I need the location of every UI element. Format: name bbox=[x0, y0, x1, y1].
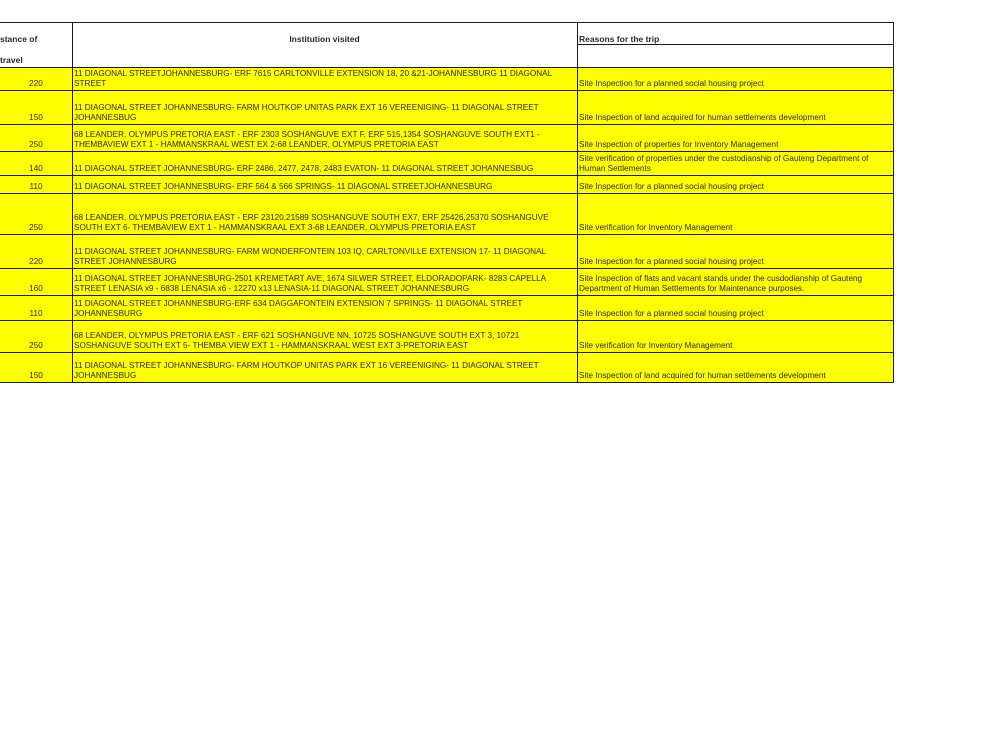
institution-cell-text: 11 DIAGONAL STREET JOHANNESBURG- FARM HOUTKOP UNITAS PARK EXT 16 VEREENIGING- 11 DIAGONAL STREET JOHANNESBUG bbox=[74, 103, 539, 122]
institution-cell-text: 11 DIAGONAL STREET JOHANNESBURG-2501 KREMETART AVE, 1674 SILWER STREET, ELDORADOPARK- 8283 CAPELLA STREET LENASIA x9 - 6838 LENASIA x6 - 12270 x13 LENASIA-11 DIAGONAL STREET JOHANNESBURG bbox=[74, 274, 546, 293]
distance-cell-text: 250 bbox=[29, 223, 43, 232]
reason-cell bbox=[577, 352, 893, 382]
header-institution: Institution visited bbox=[72, 22, 577, 67]
distance-cell bbox=[0, 320, 72, 352]
column-border bbox=[577, 22, 578, 382]
institution-cell-text: 68 LEANDER, OLYMPUS PRETORIA EAST - ERF 23120,21589 SOSHANGUVE SOUTH EX7, ERF 25426,25370 SOSHANGUVE SOUTH EXT 6- THEMBAVIEW EXT 1 - HAMMANSKRAAL EXT 3-68 LEANDER, OLYMPUS PRETORIA EAST bbox=[74, 213, 549, 232]
distance-cell bbox=[0, 193, 72, 234]
header-reasons: Reasons for the trip bbox=[577, 22, 893, 67]
institution-cell bbox=[72, 124, 577, 151]
institution-cell bbox=[72, 295, 577, 320]
distance-cell-text: 110 bbox=[29, 309, 43, 318]
reason-cell bbox=[577, 193, 893, 234]
institution-cell-text: 11 DIAGONAL STREET JOHANNESBURG- FARM HOUTKOP UNITAS PARK EXT 16 VEREENIGING- 11 DIAGONAL STREET JOHANNESBUG bbox=[74, 361, 539, 380]
distance-cell-text: 150 bbox=[29, 371, 43, 380]
row-border bbox=[0, 268, 894, 269]
reason-cell bbox=[577, 90, 893, 124]
institution-cell bbox=[72, 175, 577, 193]
distance-cell bbox=[0, 124, 72, 151]
reason-cell-text: Site Inspection of flats and vacant stands under the cusdodianship of Gauteng Department of Human Settlements for Maintenance purposes. bbox=[579, 274, 863, 293]
reason-cell-text: Site Inspection of land acquired for human settlements development bbox=[579, 113, 826, 122]
institution-cell bbox=[72, 268, 577, 295]
institution-cell-text: 68 LEANDER, OLYMPUS PRETORIA EAST - ERF 2303 SOSHANGUVE EXT F, ERF 515,1354 SOSHANGUVE SOUTH EXT1 -THEMBAVIEW EXT 1 - HAMMANSKRAAL WEST EX 2-68 LEANDER, OLYMPUS PRETORIA EAST bbox=[74, 130, 540, 149]
reason-cell-text: Site Inspection for a planned social housing project bbox=[579, 182, 764, 191]
reason-cell-text: Site verification for Inventory Management bbox=[579, 223, 733, 232]
distance-cell-text: 220 bbox=[29, 79, 43, 88]
reason-cell bbox=[577, 67, 893, 90]
reason-cell-text: Site Inspection for a planned social housing project bbox=[579, 257, 764, 266]
reason-cell bbox=[577, 175, 893, 193]
institution-cell bbox=[72, 193, 577, 234]
reason-cell bbox=[577, 295, 893, 320]
institution-cell-text: 68 LEANDER, OLYMPUS PRETORIA EAST - ERF 621 SOSHANGUVE NN, 10725 SOSHANGUVE SOUTH EXT 3, 10721 SOSHANGUVE SOUTH EXT 5- THEMBA VIEW EXT 1 - HAMMANSKRAAL WEST EXT 3-PRETORIA EAST bbox=[74, 331, 520, 350]
distance-cell bbox=[0, 90, 72, 124]
reason-cell bbox=[577, 268, 893, 295]
institution-cell bbox=[72, 234, 577, 268]
distance-cell bbox=[0, 295, 72, 320]
header-distance bbox=[0, 22, 72, 67]
distance-cell-text: 220 bbox=[29, 257, 43, 266]
distance-cell-text: 160 bbox=[29, 284, 43, 293]
reason-cell-text: Site Inspection for a planned social housing project bbox=[579, 309, 764, 318]
reasons-header-divider bbox=[578, 44, 894, 45]
row-border bbox=[0, 234, 894, 235]
row-border bbox=[0, 151, 894, 152]
distance-cell-text: 110 bbox=[29, 182, 43, 191]
header-distance-line1: stance of bbox=[0, 34, 38, 44]
institution-cell bbox=[72, 320, 577, 352]
header-top-border bbox=[0, 22, 894, 23]
distance-cell bbox=[0, 352, 72, 382]
reason-cell bbox=[577, 234, 893, 268]
institution-cell bbox=[72, 67, 577, 90]
institution-cell bbox=[72, 151, 577, 175]
distance-cell bbox=[0, 175, 72, 193]
reason-cell-text: Site Inspection of properties for Inventory Management bbox=[579, 140, 779, 149]
reason-cell-text: Site Inspection for a planned social housing project bbox=[579, 79, 764, 88]
distance-cell bbox=[0, 234, 72, 268]
reason-cell bbox=[577, 320, 893, 352]
reason-cell bbox=[577, 151, 893, 175]
institution-cell-text: 11 DIAGONAL STREET JOHANNESBURG- FARM WONDERFONTEIN 103 IQ, CARLTONVILLE EXTENSION 17- 11 DIAGONAL STREET JOHANNESBURG bbox=[74, 247, 546, 266]
distance-cell-text: 250 bbox=[29, 140, 43, 149]
header-distance-line2: travel bbox=[0, 55, 23, 65]
row-border bbox=[0, 124, 894, 125]
reason-cell-text: Site Inspection of land acquired for human settlements development bbox=[579, 371, 826, 380]
institution-cell bbox=[72, 352, 577, 382]
reason-cell-text: Site verification of properties under the custodianship of Gauteng Department of Human Settlements bbox=[579, 154, 869, 173]
reason-cell-text: Site verification for Inventory Management bbox=[579, 341, 733, 350]
institution-cell-text: 11 DIAGONAL STREET JOHANNESBURG- ERF 2486, 2477, 2478, 2483 EVATON- 11 DIAGONAL STREET JOHANNESBUG bbox=[74, 164, 534, 173]
row-border bbox=[0, 320, 894, 321]
row-border bbox=[0, 295, 894, 296]
reason-cell bbox=[577, 124, 893, 151]
distance-cell-text: 150 bbox=[29, 113, 43, 122]
row-border bbox=[0, 352, 894, 353]
institution-cell-text: 11 DIAGONAL STREET JOHANNESBURG-ERF 634 DAGGAFONTEIN EXTENSION 7 SPRINGS- 11 DIAGONAL STREET JOHANNESBURG bbox=[74, 299, 523, 318]
row-border bbox=[0, 193, 894, 194]
column-border bbox=[893, 22, 894, 383]
distance-cell-text: 140 bbox=[29, 164, 43, 173]
distance-cell bbox=[0, 151, 72, 175]
row-border bbox=[0, 67, 894, 68]
distance-cell bbox=[0, 268, 72, 295]
institution-cell-text: 11 DIAGONAL STREET JOHANNESBURG- ERF 564 & 566 SPRINGS- 11 DIAGONAL STREETJOHANNESBURG bbox=[74, 182, 493, 191]
institution-cell-text: 11 DIAGONAL STREETJOHANNESBURG- ERF 7615 CARLTONVILLE EXTENSION 18, 20 &21-JOHANNESBURG 11 DIAGONAL STREET bbox=[74, 69, 552, 88]
column-border bbox=[72, 22, 73, 382]
distance-cell bbox=[0, 67, 72, 90]
row-border bbox=[0, 175, 894, 176]
row-border bbox=[0, 90, 894, 91]
row-border bbox=[0, 382, 894, 383]
distance-cell-text: 250 bbox=[29, 341, 43, 350]
institution-cell bbox=[72, 90, 577, 124]
